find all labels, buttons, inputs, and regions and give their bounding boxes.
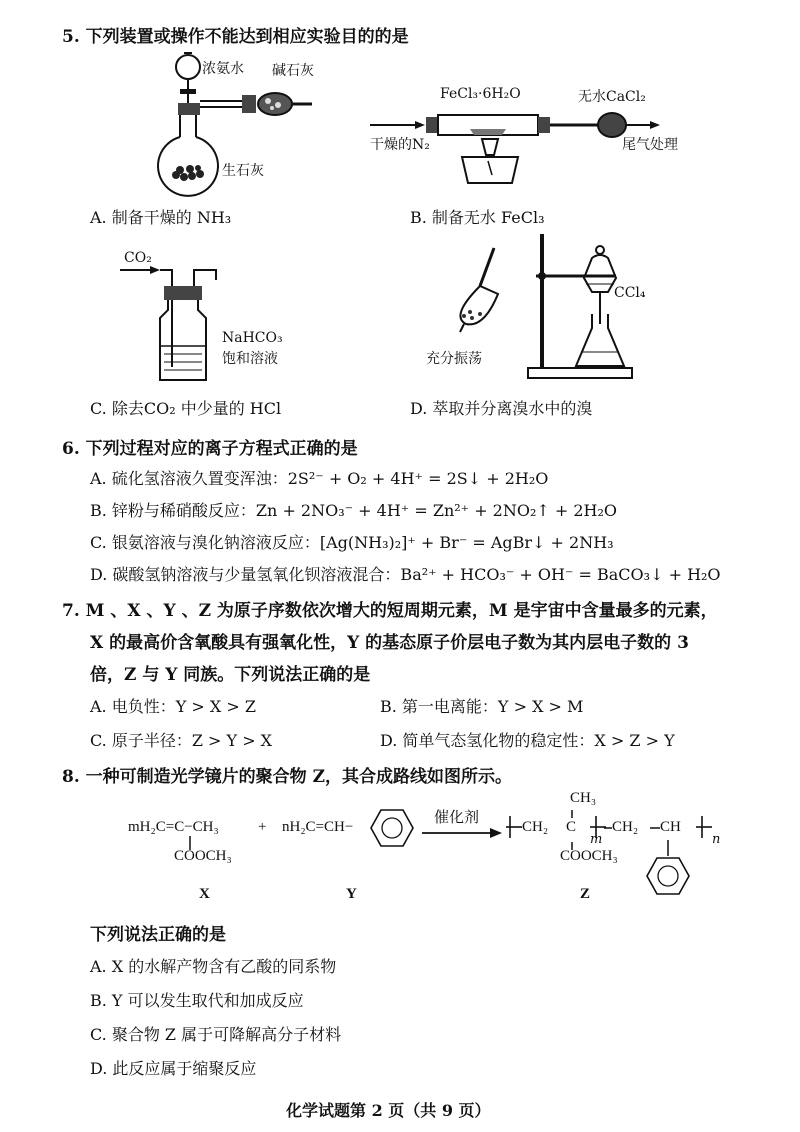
- polymer-z-ch: CH: [660, 819, 681, 835]
- polymer-z-quaternary-c: C: [566, 819, 577, 835]
- q5-option-a: A. 制备干燥的 NH₃: [90, 208, 232, 227]
- benzene-ring-z-icon: [646, 856, 690, 896]
- q5-title: 5. 下列装置或操作不能达到相应实验目的的是: [62, 27, 409, 47]
- polymer-z-subscript-n: n: [712, 832, 721, 847]
- catalyst-label: 催化剂: [434, 810, 480, 826]
- q5-option-b: B. 制备无水 FeCl₃: [410, 208, 545, 227]
- plus-sign: +: [258, 819, 267, 835]
- monomer-y-formula: nH₂C=CH−: [282, 819, 354, 835]
- q7-option-d: D. 简单气态氢化物的稳定性：X > Z > Y: [380, 731, 675, 750]
- q5-option-d: D. 萃取并分离溴水中的溴: [410, 399, 593, 418]
- figure-b-label-cacl2: 无水CaCl₂: [578, 89, 646, 105]
- q7-line2: X 的最高价含氧酸具有强氧化性，Y 的基态原子价层电子数为其内层电子数的 3: [90, 633, 689, 653]
- benzene-ring-y-icon: [370, 808, 414, 848]
- q6-title: 6. 下列过程对应的离子方程式正确的是: [62, 439, 358, 459]
- q8-option-a: A. X 的水解产物含有乙酸的同系物: [90, 957, 337, 976]
- reaction-arrow-icon: [422, 828, 502, 838]
- q5-option-c: C. 除去CO₂ 中少量的 HCl: [90, 399, 282, 418]
- label-y: Y: [346, 886, 357, 902]
- label-x: X: [199, 886, 210, 902]
- q6-option-c: C. 银氨溶液与溴化钠溶液反应：[Ag(NH₃)₂]⁺ + Br⁻ = AgBr↓ + 2NH₃: [90, 533, 614, 552]
- figure-a-label-ammonia: 浓氨水: [202, 61, 244, 77]
- q8-prompt: 下列说法正确的是: [90, 925, 226, 945]
- q8-title: 8. 一种可制造光学镜片的聚合物 Z，其合成路线如图所示。: [62, 767, 512, 787]
- figure-a-label-quicklime: 生石灰: [222, 163, 264, 179]
- monomer-x-formula: mH₂C=C−CH₃: [128, 819, 219, 835]
- q6-option-a: A. 硫化氢溶液久置变浑浊：2S²⁻ + O₂ + 4H⁺ = 2S↓ + 2H₂O: [90, 469, 549, 488]
- figure-d-label-ccl4: CCl₄: [614, 285, 646, 301]
- q6-option-b: B. 锌粉与稀硝酸反应：Zn + 2NO₃⁻ + 4H⁺ = Zn²⁺ + 2NO₂↑ + 2H₂O: [90, 501, 618, 520]
- q8-option-c: C. 聚合物 Z 属于可降解高分子材料: [90, 1025, 342, 1044]
- figure-b-label-fecl3: FeCl₃·6H₂O: [440, 86, 521, 102]
- figure-c-label-saturated: 饱和溶液: [222, 351, 278, 367]
- figure-c-label-nahco3: NaHCO₃: [222, 330, 283, 346]
- figure-c-label-co2: CO₂: [124, 250, 152, 266]
- label-z: Z: [580, 886, 591, 902]
- monomer-x-ester: COOCH₃: [174, 848, 232, 864]
- polymer-z-ch2-b: CH₂: [612, 819, 639, 835]
- q7-option-b: B. 第一电离能：Y > X > M: [380, 697, 584, 716]
- figure-c-apparatus: [120, 262, 230, 392]
- q7-line1: 7. M 、X 、Y 、Z 为原子序数依次增大的短周期元素，M 是宇宙中含量最多的元素，: [62, 601, 718, 621]
- polymer-z-methyl: CH₃: [570, 790, 597, 806]
- q7-option-c: C. 原子半径：Z > Y > X: [90, 731, 273, 750]
- polymer-z-ester: COOCH₃: [560, 848, 618, 864]
- figure-a-label-sodalime: 碱石灰: [272, 63, 314, 79]
- polymer-z-ch2-a: CH₂: [522, 819, 549, 835]
- polymer-z-subscript-m: m: [590, 832, 603, 847]
- q7-line3: 倍，Z 与 Y 同族。下列说法正确的是: [90, 665, 371, 685]
- q8-option-d: D. 此反应属于缩聚反应: [90, 1059, 257, 1078]
- page-footer: 化学试题第 2 页（共 9 页）: [286, 1101, 491, 1120]
- figure-b-label-n2: 干燥的N₂: [370, 137, 430, 153]
- q6-option-d: D. 碳酸氢钠溶液与少量氢氧化钡溶液混合：Ba²⁺ + HCO₃⁻ + OH⁻ = BaCO₃↓ + H₂O: [90, 565, 721, 584]
- q8-option-b: B. Y 可以发生取代和加成反应: [90, 991, 304, 1010]
- q7-option-a: A. 电负性：Y > X > Z: [90, 697, 256, 716]
- figure-d-label-shake: 充分振荡: [426, 351, 482, 367]
- figure-b-label-exhaust: 尾气处理: [622, 137, 678, 153]
